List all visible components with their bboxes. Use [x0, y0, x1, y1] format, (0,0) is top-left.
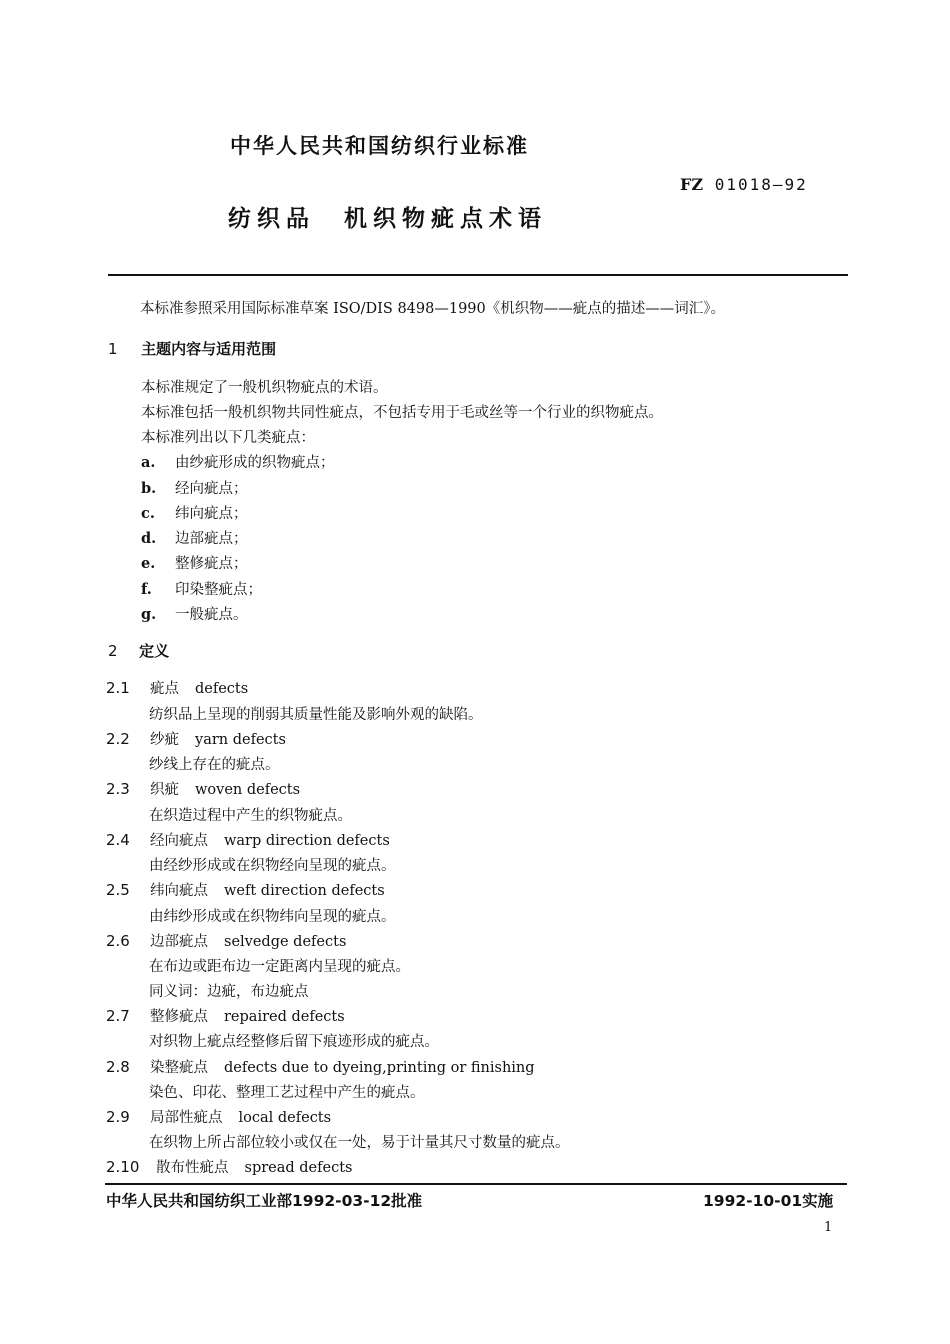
- term-definition: 纱线上存在的疵点。: [149, 757, 280, 773]
- term-chinese: 疵点: [150, 681, 179, 697]
- term-chinese: 染整疵点: [150, 1060, 208, 1076]
- intro-paragraph: 本标准参照采用国际标准草案 ISO/DIS 8498—1990《机织物——疵点的描述——词汇》。: [140, 301, 725, 317]
- term-chinese: 织疵: [150, 782, 179, 798]
- term-english: spread defects: [244, 1160, 353, 1176]
- list-item-letter: b.: [141, 480, 157, 497]
- term-chinese: 整修疵点: [150, 1009, 208, 1025]
- term-definition: 在布边或距布边一定距离内呈现的疵点。: [149, 959, 410, 975]
- term-number: 2.3: [106, 780, 130, 798]
- standard-code-prefix: FZ: [680, 175, 704, 194]
- list-item-text: 印染整疵点；: [175, 582, 262, 598]
- term-number: 2.10: [106, 1158, 140, 1176]
- standard-category-title: 中华人民共和国纺织行业标准: [230, 134, 529, 158]
- section-1-paragraph: 本标准包括一般机织物共同性疵点，不包括专用于毛或丝等一个行业的织物疵点。: [141, 405, 663, 421]
- term-chinese: 纬向疵点: [150, 883, 208, 899]
- term-number: 2.9: [106, 1108, 130, 1126]
- term-entry: [106, 728, 286, 749]
- term-chinese: 经向疵点: [150, 833, 208, 849]
- term-english: weft direction defects: [224, 883, 385, 899]
- list-item: [141, 502, 248, 523]
- term-entry: [106, 1005, 345, 1026]
- standard-code: [680, 175, 808, 194]
- standard-code-number: 01018—92: [714, 175, 808, 194]
- list-item-letter: g.: [141, 606, 157, 623]
- list-item-letter: d.: [141, 530, 157, 547]
- section-1-number: 1: [108, 340, 118, 358]
- list-item-letter: f.: [141, 581, 152, 598]
- term-entry: [106, 677, 248, 698]
- term-definition: 由经纱形成或在织物经向呈现的疵点。: [149, 858, 396, 874]
- term-english: defects: [195, 681, 249, 697]
- term-chinese: 局部性疵点: [150, 1110, 223, 1126]
- list-item: [141, 552, 248, 573]
- approval-statement: 中华人民共和国纺织工业部1992-03-12批准: [106, 1192, 423, 1210]
- term-number: 2.5: [106, 881, 130, 899]
- list-item-letter: e.: [141, 555, 156, 572]
- term-english: local defects: [238, 1110, 332, 1126]
- list-item-letter: c.: [141, 505, 155, 522]
- list-item-text: 纬向疵点；: [175, 506, 248, 522]
- top-rule: [108, 274, 848, 276]
- section-1-paragraph: 本标准列出以下几类疵点：: [141, 430, 315, 446]
- term-entry: [106, 778, 300, 799]
- term-english: warp direction defects: [224, 833, 390, 849]
- term-chinese: 散布性疵点: [156, 1160, 229, 1176]
- term-definition: 在织造过程中产生的织物疵点。: [149, 808, 352, 824]
- section-2-number: 2: [108, 642, 118, 660]
- list-item: [141, 527, 248, 548]
- term-number: 2.4: [106, 831, 130, 849]
- term-entry: [106, 1056, 535, 1077]
- term-english: defects due to dyeing,printing or finishing: [224, 1060, 535, 1076]
- term-english: selvedge defects: [224, 934, 347, 950]
- term-number: 2.2: [106, 730, 130, 748]
- section-1-heading: [108, 338, 276, 359]
- term-definition: 染色、印花、整理工艺过程中产生的疵点。: [149, 1085, 425, 1101]
- term-chinese: 边部疵点: [150, 934, 208, 950]
- term-entry: [106, 930, 346, 951]
- term-entry: [106, 879, 385, 900]
- section-1-paragraph: 本标准规定了一般机织物疵点的术语。: [141, 380, 388, 396]
- term-number: 2.8: [106, 1058, 130, 1076]
- term-definition: 由纬纱形成或在织物纬向呈现的疵点。: [149, 909, 396, 925]
- list-item-letter: a.: [141, 454, 156, 471]
- list-item-text: 整修疵点；: [175, 556, 248, 572]
- term-entry: [106, 1106, 331, 1127]
- list-item: [141, 451, 335, 472]
- term-english: yarn defects: [195, 732, 286, 748]
- term-number: 2.6: [106, 932, 130, 950]
- section-1-title: 主题内容与适用范围: [141, 340, 277, 358]
- term-definition: 对织物上疵点经整修后留下痕迹形成的疵点。: [149, 1034, 439, 1050]
- term-number: 2.1: [106, 679, 130, 697]
- section-2-heading: [108, 640, 169, 661]
- implementation-date: 1992-10-01实施: [703, 1192, 834, 1210]
- document-title: 纺织品 机织物疵点术语: [228, 206, 547, 232]
- page-number: 1: [824, 1220, 833, 1235]
- term-entry: [106, 1156, 352, 1177]
- bottom-rule: [105, 1183, 847, 1185]
- term-definition: 纺织品上呈现的削弱其质量性能及影响外观的缺陷。: [149, 707, 483, 723]
- term-entry: [106, 829, 390, 850]
- list-item-text: 一般疵点。: [175, 607, 248, 623]
- term-english: repaired defects: [224, 1009, 345, 1025]
- list-item-text: 边部疵点；: [175, 531, 248, 547]
- term-number: 2.7: [106, 1007, 130, 1025]
- term-chinese: 纱疵: [150, 732, 179, 748]
- term-synonym: 同义词：边疵，布边疵点: [149, 984, 309, 1000]
- list-item: [141, 477, 248, 498]
- term-definition: 在织物上所占部位较小或仅在一处，易于计量其尺寸数量的疵点。: [149, 1135, 570, 1151]
- list-item-text: 由纱疵形成的织物疵点；: [175, 455, 335, 471]
- list-item-text: 经向疵点；: [175, 481, 248, 497]
- list-item: [141, 578, 262, 599]
- section-2-title: 定义: [139, 642, 170, 660]
- list-item: [141, 603, 248, 624]
- term-english: woven defects: [195, 782, 301, 798]
